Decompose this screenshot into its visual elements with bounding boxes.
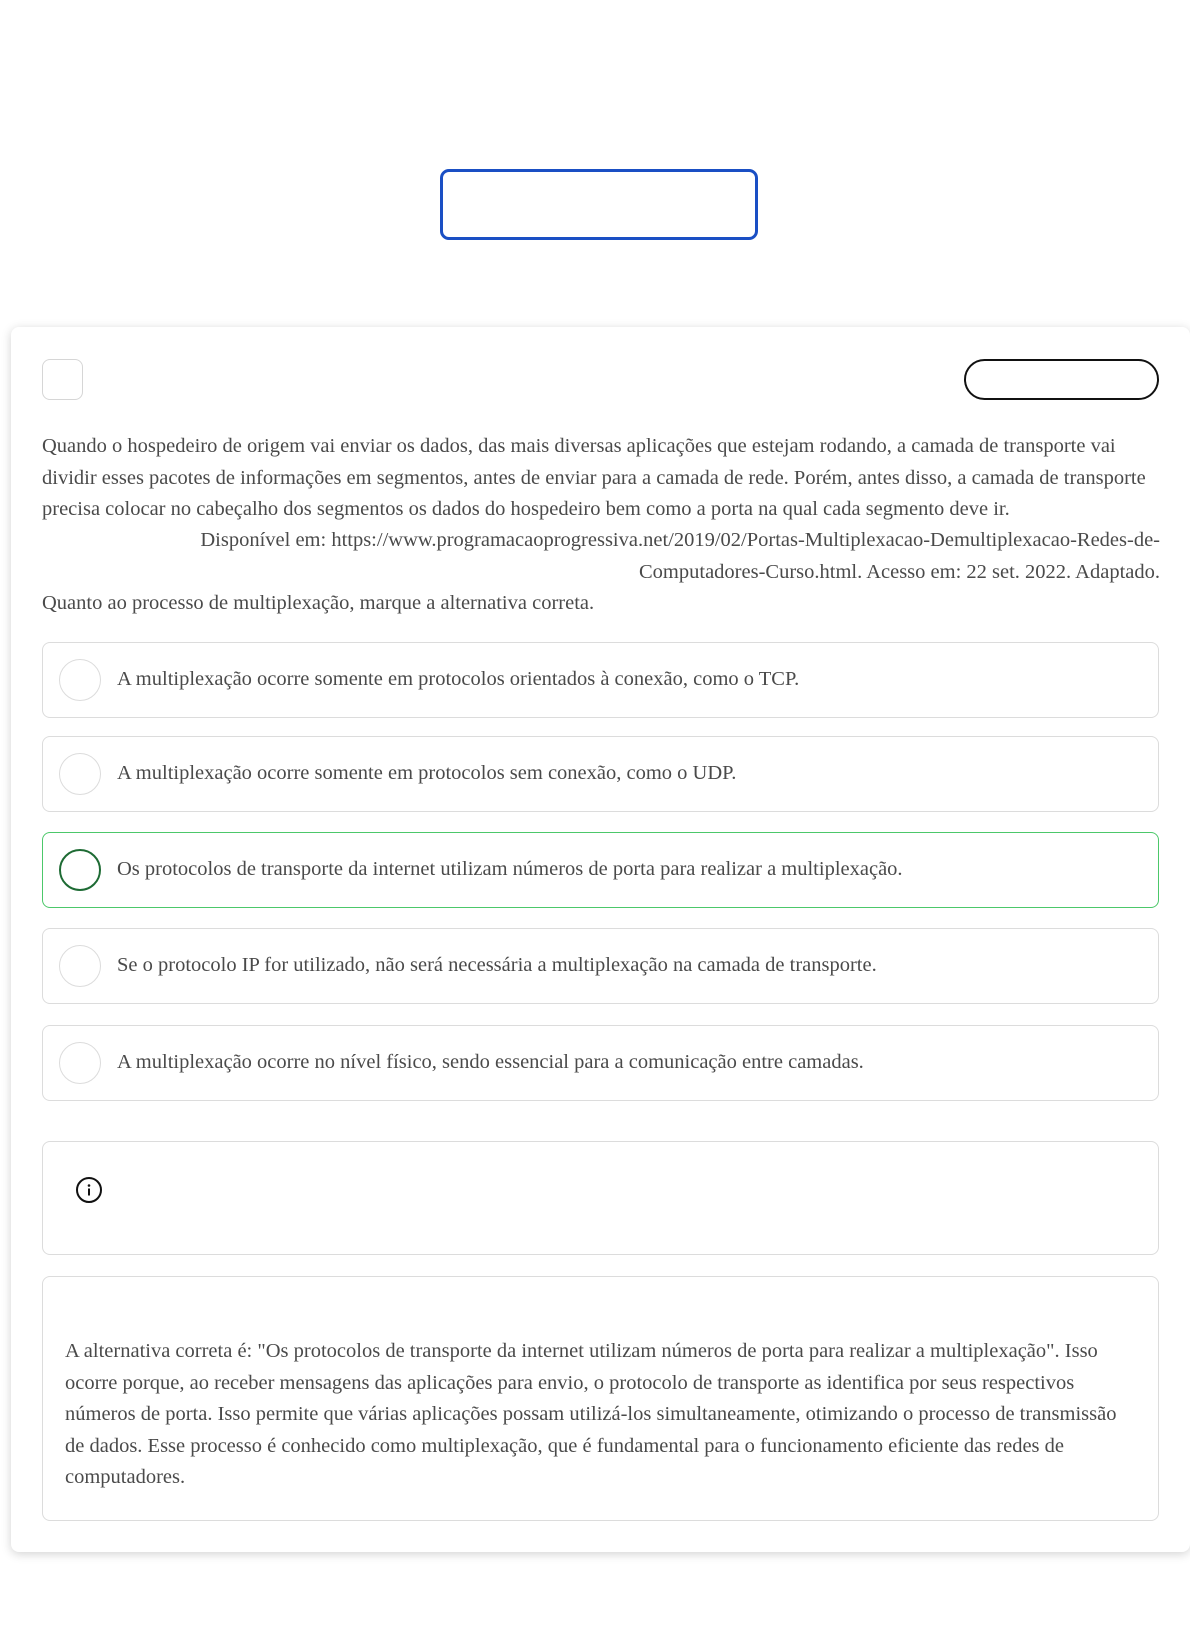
explanation-box — [42, 1276, 1159, 1521]
option-d-text: Se o protocolo IP for utilizado, não será necessária a multiplexação na camada de transporte. — [117, 954, 877, 976]
option-e-radio[interactable] — [59, 1042, 101, 1084]
question-card — [11, 327, 1190, 1552]
source-line-1: Disponível em: https://www.programacaoprogressiva.net/2019/02/Portas-Multiplexacao-Demultiplexacao-Redes-de- — [200, 529, 1160, 551]
option-c[interactable] — [42, 832, 1159, 908]
option-b-radio[interactable] — [59, 753, 101, 795]
option-b-text: A multiplexação ocorre somente em protocolos sem conexão, como o UDP. — [117, 762, 737, 784]
source-line-2: Computadores-Curso.html. Acesso em: 22 set. 2022. Adaptado. — [639, 560, 1160, 583]
option-a[interactable] — [42, 642, 1159, 718]
option-a-radio[interactable] — [59, 659, 101, 701]
mark-question-checkbox[interactable] — [42, 359, 83, 400]
info-icon — [75, 1176, 103, 1204]
pill-action-button[interactable] — [964, 359, 1159, 400]
option-c-text: Os protocolos de transporte da internet utilizam números de porta para realizar a multiplexação. — [117, 858, 903, 880]
option-e[interactable] — [42, 1025, 1159, 1101]
question-statement: Quando o hospedeiro de origem vai enviar os dados, das mais diversas aplicações que estejam rodando, a camada de transporte vai dividir esses pacotes de informações em segmentos, antes de enviar para a camada de rede. Porém, antes disso, a camada de transporte precisa colocar no cabeçalho dos segmentos os dados do hospedeiro bem como a porta na qual cada segmento deve ir. — [42, 435, 1146, 520]
option-a-text: A multiplexação ocorre somente em protocolos orientados à conexão, como o TCP. — [117, 668, 800, 690]
question-source — [111, 525, 1160, 588]
option-d[interactable] — [42, 928, 1159, 1004]
option-d-radio[interactable] — [59, 945, 101, 987]
top-action-button[interactable] — [440, 169, 758, 240]
option-e-text: A multiplexação ocorre no nível físico, sendo essencial para a comunicação entre camadas. — [117, 1051, 864, 1073]
explanation-text: A alternativa correta é: "Os protocolos de transporte da internet utilizam números de porta para realizar a multiplexação". Isso ocorre porque, ao receber mensagens das aplicações para envio, o protocolo de transporte as identifica por seus respectivos números de porta. Isso permite que várias aplicações possam utilizá-los simultaneamente, otimizando o processo de transmissão de dados. Esse processo é conhecido como multiplexação, que é fundamental para o funcionamento eficiente das redes de computadores. — [65, 1340, 1117, 1488]
info-box — [42, 1141, 1159, 1255]
question-prompt: Quanto ao processo de multiplexação, marque a alternativa correta. — [42, 592, 595, 614]
option-c-radio[interactable] — [59, 849, 101, 891]
option-b[interactable] — [42, 736, 1159, 812]
